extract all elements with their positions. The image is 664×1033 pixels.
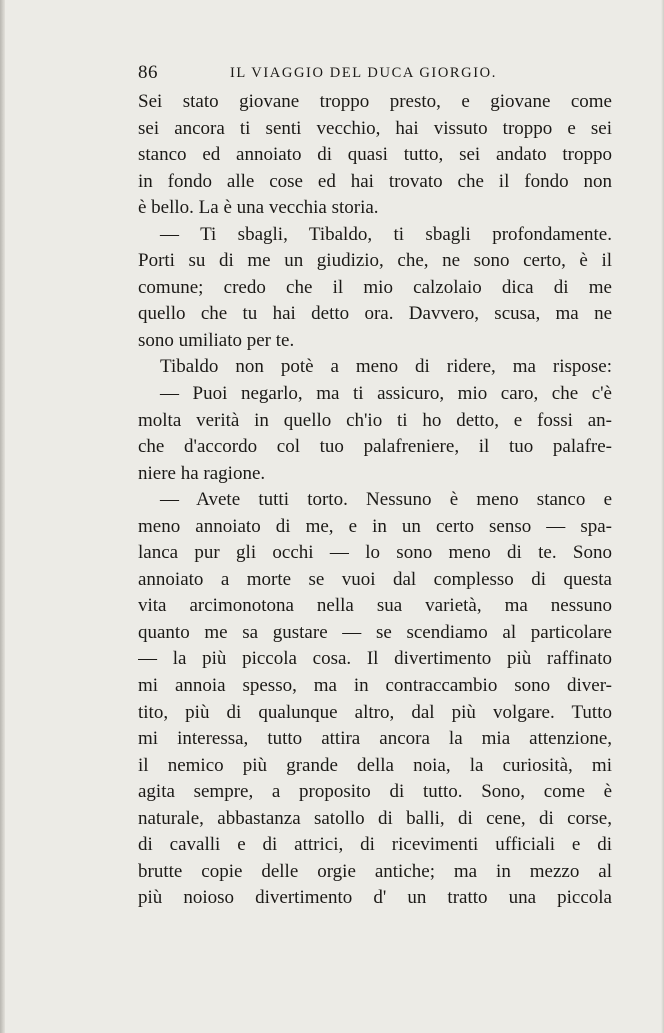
text-line: il nemico più grande della noia, la curiosità, mi — [138, 754, 612, 776]
text-line: è bello. La è una vecchia storia. — [138, 197, 379, 219]
text-line: quello che tu hai detto ora. Davvero, scusa, ma ne — [138, 303, 612, 325]
text-line: sei ancora ti senti vecchio, hai vissuto troppo e sei — [138, 117, 612, 139]
text-line: agita sempre, a proposito di tutto. Sono, come è — [138, 781, 612, 803]
text-line: — Ti sbagli, Tibaldo, ti sbagli profondamente. — [160, 223, 612, 245]
text-line: comune; credo che il mio calzolaio dica di me — [138, 276, 612, 298]
text-line: brutte copie delle orgie antiche; ma in mezzo al — [138, 860, 612, 882]
text-line: Porti su di me un giudizio, che, ne sono certo, è il — [138, 250, 612, 272]
text-line: di cavalli e di attrici, di ricevimenti ufficiali e di — [138, 834, 612, 856]
page-number: 86 — [138, 62, 158, 83]
text-line: Tibaldo non potè a meno di ridere, ma rispose: — [160, 356, 612, 378]
text-line: lanca pur gli occhi — lo sono meno di te. Sono — [138, 542, 612, 564]
text-line: in fondo alle cose ed hai trovato che il fondo non — [138, 170, 612, 192]
text-line: molta verità in quello ch'io ti ho detto, e fossi an- — [138, 409, 612, 431]
text-line: naturale, abbastanza satollo di balli, di cene, di corse, — [138, 807, 612, 829]
text-line: che d'accordo col tuo palafreniere, il tuo palafre- — [138, 436, 612, 458]
text-line: annoiato a morte se vuoi dal complesso di questa — [138, 568, 612, 590]
text-line: mi annoia spesso, ma in contraccambio sono diver- — [138, 675, 612, 697]
text-line: Sei stato giovane troppo presto, e giovane come — [138, 91, 612, 112]
text-line: tito, più di qualunque altro, dal più volgare. Tutto — [138, 701, 612, 723]
text-line: stanco ed annoiato di quasi tutto, sei andato troppo — [138, 144, 612, 166]
text-line: — Avete tutti torto. Nessuno è meno stanco e — [160, 489, 612, 511]
page-header — [138, 60, 612, 86]
text-line: — Puoi negarlo, ma ti assicuro, mio caro, che c'è — [160, 383, 612, 405]
text-line: vita arcimonotona nella sua varietà, ma nessuno — [138, 595, 612, 617]
text-line: mi interessa, tutto attira ancora la mia attenzione, — [138, 728, 612, 750]
text-line: — la più piccola cosa. Il divertimento più raffinato — [138, 648, 612, 670]
text-line: meno annoiato di me, e in un certo senso — spa- — [138, 515, 612, 537]
text-line: sono umiliato per te. — [138, 329, 295, 351]
text-line: più noioso divertimento d' un tratto una piccola — [138, 887, 612, 909]
text-line: niere ha ragione. — [138, 462, 266, 484]
running-title: IL VIAGGIO DEL DUCA GIORGIO. — [230, 65, 497, 81]
page-edge-left — [0, 0, 5, 1033]
body-text — [138, 89, 612, 912]
text-line: quanto me sa gustare — se scendiamo al particolare — [138, 621, 612, 643]
